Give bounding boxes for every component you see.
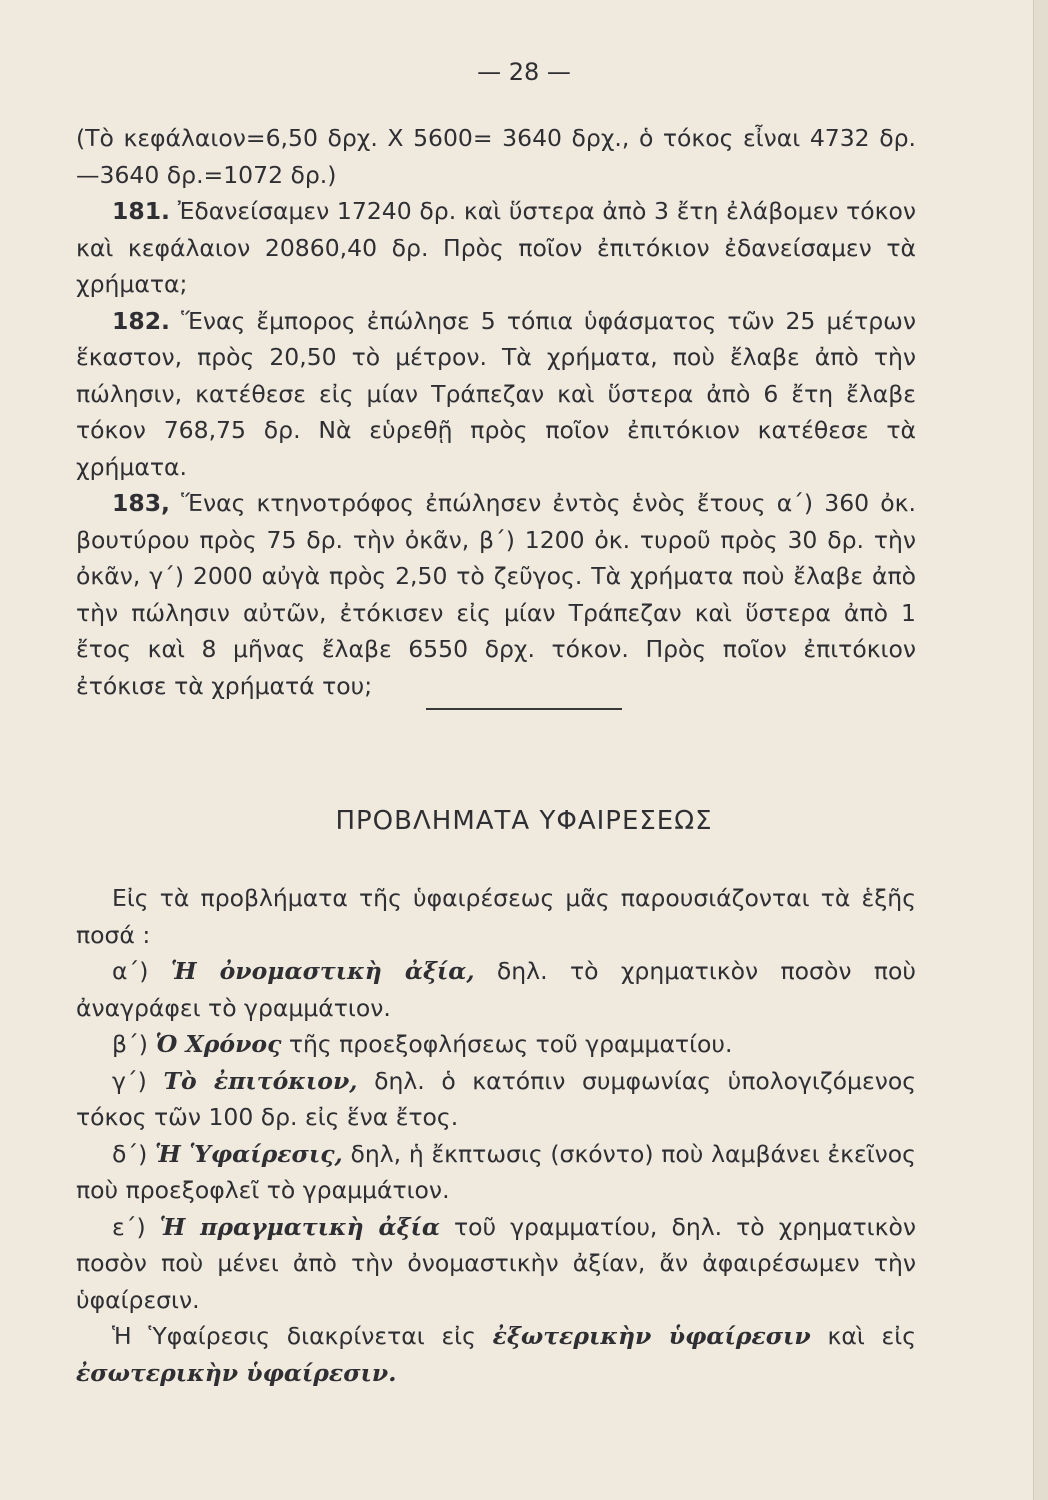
problem-182 — [76, 303, 916, 486]
closing-paragraph — [76, 1318, 916, 1391]
item-label: δ΄) — [112, 1139, 148, 1168]
definition-text: δηλ, ἡ ἔκπτωσις (σκόντο) ποὺ λαμβάνει ἐκεῖνος ποὺ προεξοφλεῖ τὸ γραμμάτιον. — [76, 1139, 916, 1204]
problem-text: Ἐδανείσαμεν 17240 δρ. καὶ ὕστερα ἀπὸ 3 ἔτη ἐλάβομεν τόκον καὶ κεφάλαιον 20860,40 δρ. Πρὸς ποῖον ἐπιτόκιον ἐδανείσαμεν τὰ χρήματα; — [76, 197, 916, 298]
item-label: α΄) — [112, 957, 149, 985]
definitions-block — [76, 880, 916, 1391]
term: Τὸ ἐπιτόκιον, — [163, 1066, 358, 1095]
closing-text: καὶ εἰς — [827, 1322, 916, 1350]
definition-a — [76, 953, 916, 1026]
problem-number: 181. — [112, 197, 170, 225]
term: Ἡ ὀνομαστικὴ ἀξία, — [170, 957, 475, 985]
item-label: β΄) — [112, 1030, 148, 1058]
definition-text: δηλ. τὸ χρηματικὸν ποσὸν ποὺ ἀναγράφει τὸ γραμμάτιον. — [76, 957, 916, 1022]
term: Ἡ πραγματικὴ ἀξία — [159, 1212, 440, 1241]
term: Ὁ Χρόνος — [155, 1030, 282, 1058]
definition-text: τῆς προεξοφλήσεως τοῦ γραμματίου. — [288, 1030, 733, 1058]
problem-183 — [76, 485, 916, 704]
problem-text: Ἕνας ἔμπορος ἐπώλησε 5 τόπια ὑφάσματος τῶν 25 μέτρων ἕκαστον, πρὸς 20,50 τὸ μέτρον. Τὰ χρήματα, ποὺ ἔλαβε ἀπὸ τὴν πώλησιν, κατέθεσε εἰς μίαν Τράπεζαν καὶ ὕστερα ἀπὸ 6 ἔτη ἔλαβε τόκον 768,75 δρ. Νὰ εὑρεθῇ πρὸς ποῖον ἐπιτόκιον κατέθεσε τὰ χρήματα. — [76, 306, 916, 481]
definition-c — [76, 1063, 916, 1136]
problem-number: 182. — [112, 306, 170, 335]
intro-paragraph: (Τὸ κεφάλαιον=6,50 δρχ. X 5600= 3640 δρχ., ὁ τόκος εἶναι 4732 δρ.—3640 δρ.=1072 δρ.) — [76, 124, 916, 189]
item-label: ε΄) — [112, 1212, 146, 1241]
section-divider — [426, 708, 622, 710]
definitions-intro: Εἰς τὰ προβλήματα τῆς ὑφαιρέσεως μᾶς παρουσιάζονται τὰ ἑξῆς ποσά : — [76, 884, 916, 949]
definition-b — [76, 1026, 916, 1063]
definition-d — [76, 1136, 916, 1209]
page-number: — 28 — — [477, 58, 571, 86]
term: ἐξωτερικὴν ὑφαίρεσιν — [492, 1322, 811, 1350]
page-edge — [1033, 0, 1048, 1500]
problem-number: 183, — [112, 489, 170, 517]
problem-181 — [76, 193, 916, 303]
definition-e — [76, 1209, 916, 1319]
section-heading: ΠΡΟΒΛΗΜΑΤΑ ΥΦΑΙΡΕΣΕΩΣ — [335, 806, 713, 836]
definition-text: τοῦ γραμματίου, δηλ. τὸ χρηματικὸν ποσὸν ποὺ μένει ἀπὸ τὴν ὀνομαστικὴν ἀξίαν, ἄν ἀφαιρέσωμεν τὴν ὑφαίρεσιν. — [76, 1212, 916, 1314]
term: ἐσωτερικὴν ὑφαίρεσιν. — [76, 1358, 397, 1387]
item-label: γ΄) — [112, 1066, 147, 1095]
definition-text: δηλ. ὁ κατόπιν συμφωνίας ὑπολογιζόμενος τόκος τῶν 100 δρ. εἰς ἕνα ἔτος. — [76, 1066, 916, 1131]
exercises-block — [76, 120, 916, 704]
problem-text: Ἕνας κτηνοτρόφος ἐπώλησεν ἐντὸς ἑνὸς ἔτους α΄) 360 ὀκ. βουτύρου πρὸς 75 δρ. τὴν ὀκᾶν, β΄) 1200 ὀκ. τυροῦ πρὸς 30 δρ. τὴν ὀκᾶν, γ΄) 2000 αὐγὰ πρὸς 2,50 τὸ ζεῦγος. Τὰ χρήματα ποὺ ἔλαβε ἀπὸ τὴν πώλησιν αὐτῶν, ἐτόκισεν εἰς μίαν Τράπεζαν καὶ ὕστερα ἀπὸ 1 ἔτος καὶ 8 μῆνας ἔλαβε 6550 δρχ. τόκον. Πρὸς ποῖον ἐπιτόκιον ἐτόκισε τὰ χρήματά του; — [76, 489, 916, 700]
term: Ἡ Ὑφαίρεσις, — [155, 1139, 343, 1168]
closing-text: Ἡ Ὑφαίρεσις διακρίνεται εἰς — [112, 1322, 476, 1350]
